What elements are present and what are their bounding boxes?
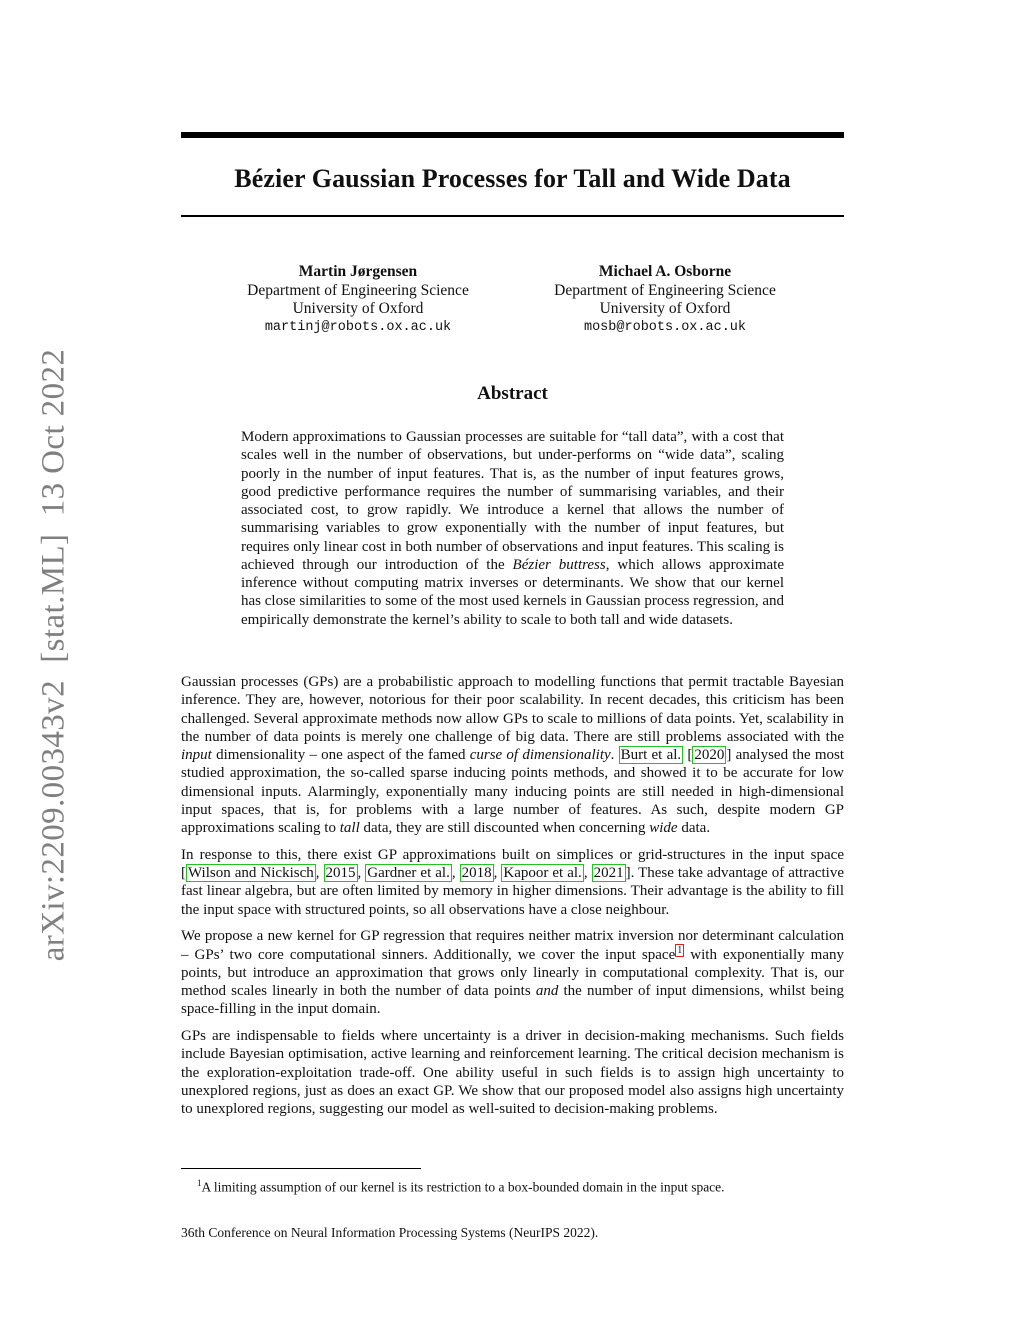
- author-department: Department of Engineering Science: [554, 281, 776, 299]
- author-name: Michael A. Osborne: [598, 263, 732, 280]
- abstract-text: Modern approximations to Gaussian processes are suitable for “tall data”, with a cost that scales well in the number of observations, but under-performs on “wide data”, scaling poorly in the number of input features. That is, as the number of input features grows, good predictive performance requires the number of summarising variables, and their associated cost, to grow rapidly. We introduce a kernel that allows the number of summarising variables to grow exponentially with the number of input features, but requires only linear cost in both number of observations and input features. This scaling is achieved through our introduction of the Bézier buttress, which allows approximate inference without computing matrix inverses or determinants. We show that our kernel has close similarities to some of the most used kernels in Gaussian process regression, and empirically demonstrate the kernel’s ability to scale to both tall and wide datasets.: [241, 429, 784, 628]
- citation-link[interactable]: Gardner et al.: [367, 865, 450, 881]
- author-block: [515, 263, 815, 337]
- arxiv-sidebar-stamp: arXiv:2209.00343v2 [stat.ML] 13 Oct 2022: [35, 348, 72, 962]
- author-email[interactable]: mosb@robots.ox.ac.uk: [583, 319, 747, 335]
- citation-link[interactable]: 2018: [461, 865, 492, 881]
- venue-footer: 36th Conference on Neural Information Processing Systems (NeurIPS 2022).: [181, 1225, 599, 1240]
- footnote-divider: [181, 1168, 421, 1169]
- citation-link[interactable]: 2015: [325, 865, 356, 881]
- footnote-link[interactable]: 1: [677, 944, 683, 956]
- body-paragraph: We propose a new kernel for GP regression that requires neither matrix inversion nor determinant calculation – GPs’ two core computational sinners. Additionally, we cover the input space $^1$ with exponentially many points, but introduce an approximation that grows only linearly in computational complexity. That is, our method scales linearly in both the number of data points and the number of input dimensions, whilst being space-filling in the input domain.: [181, 928, 845, 1018]
- citation-link[interactable]: Burt et al.: [620, 747, 682, 763]
- paper-title: Bézier Gaussian Processes for Tall and Wide Data: [234, 164, 791, 193]
- top-rule: [181, 132, 844, 138]
- author-block: [208, 263, 508, 337]
- citation-link[interactable]: Kapoor et al.: [503, 865, 582, 881]
- citation-link[interactable]: 2021: [593, 865, 624, 881]
- citation-link[interactable]: Wilson and Nickisch: [188, 865, 314, 881]
- citation-link[interactable]: 2020: [694, 747, 725, 763]
- author-department: Department of Engineering Science: [247, 281, 469, 299]
- title-rule: [181, 215, 844, 217]
- body-paragraph: GPs are indispensable to fields where uncertainty is a driver in decision-making mechanisms. Such fields include Bayesian optimisation, active learning and reinforcement learning. The critical decision mechanism is the exploration-exploitation trade-off. One ability useful in such fields is to assign high uncertainty to unexplored regions, just as does an exact GP. We show that our proposed model also assigns high uncertainty to unexplored regions, suggesting our model as well-suited to decision-making problems.: [181, 1028, 844, 1117]
- author-email[interactable]: martinj@robots.ox.ac.uk: [264, 319, 452, 335]
- abstract-heading: Abstract: [477, 383, 548, 404]
- body-paragraph: In response to this, there exist GP approximations built on simplices or grid-structures in the input space [ Wilson and Nickisch , 2015 , Gardner et al. , 2018 , Kapoor et al. , 2021 ]. These take advantage of attractive fast linear algebra, but are often limited by memory in higher dimensions. Their advantage is the ability to fill the input space with structured points, so all observations have a close neighbour.: [181, 846, 845, 918]
- author-name: Martin Jørgensen: [298, 263, 418, 280]
- footnote: $^1$A limiting assumption of our kernel is its restriction to a box-bounded domain in the input space.: [197, 1178, 725, 1195]
- body-paragraph: Gaussian processes (GPs) are a probabilistic approach to modelling functions that permit tractable Bayesian inference. They are, however, notorious for their poor scalability. In recent decades, this criticism has been challenged. Several approximate methods now allow GPs to scale to millions of data points. Yet, scalability in the number of data points is merely one challenge of big data. There are still problems associated with the input dimensionality – one aspect of the famed curse of dimensionality. Burt et al. [ 2020 ] analysed the most studied approximation, the so-called sparse inducing points methods, and showed it to be accurate for low dimensional inputs. Alarmingly, exponentially many inducing points are still needed in high-dimensional input spaces, that is, for problems with a large number of features. As such, despite modern GP approximations scaling to tall data, they are still discounted when concerning wide data.: [181, 674, 845, 836]
- author-university: University of Oxford: [599, 300, 731, 317]
- paper-body: [181, 673, 844, 1127]
- author-university: University of Oxford: [292, 300, 424, 317]
